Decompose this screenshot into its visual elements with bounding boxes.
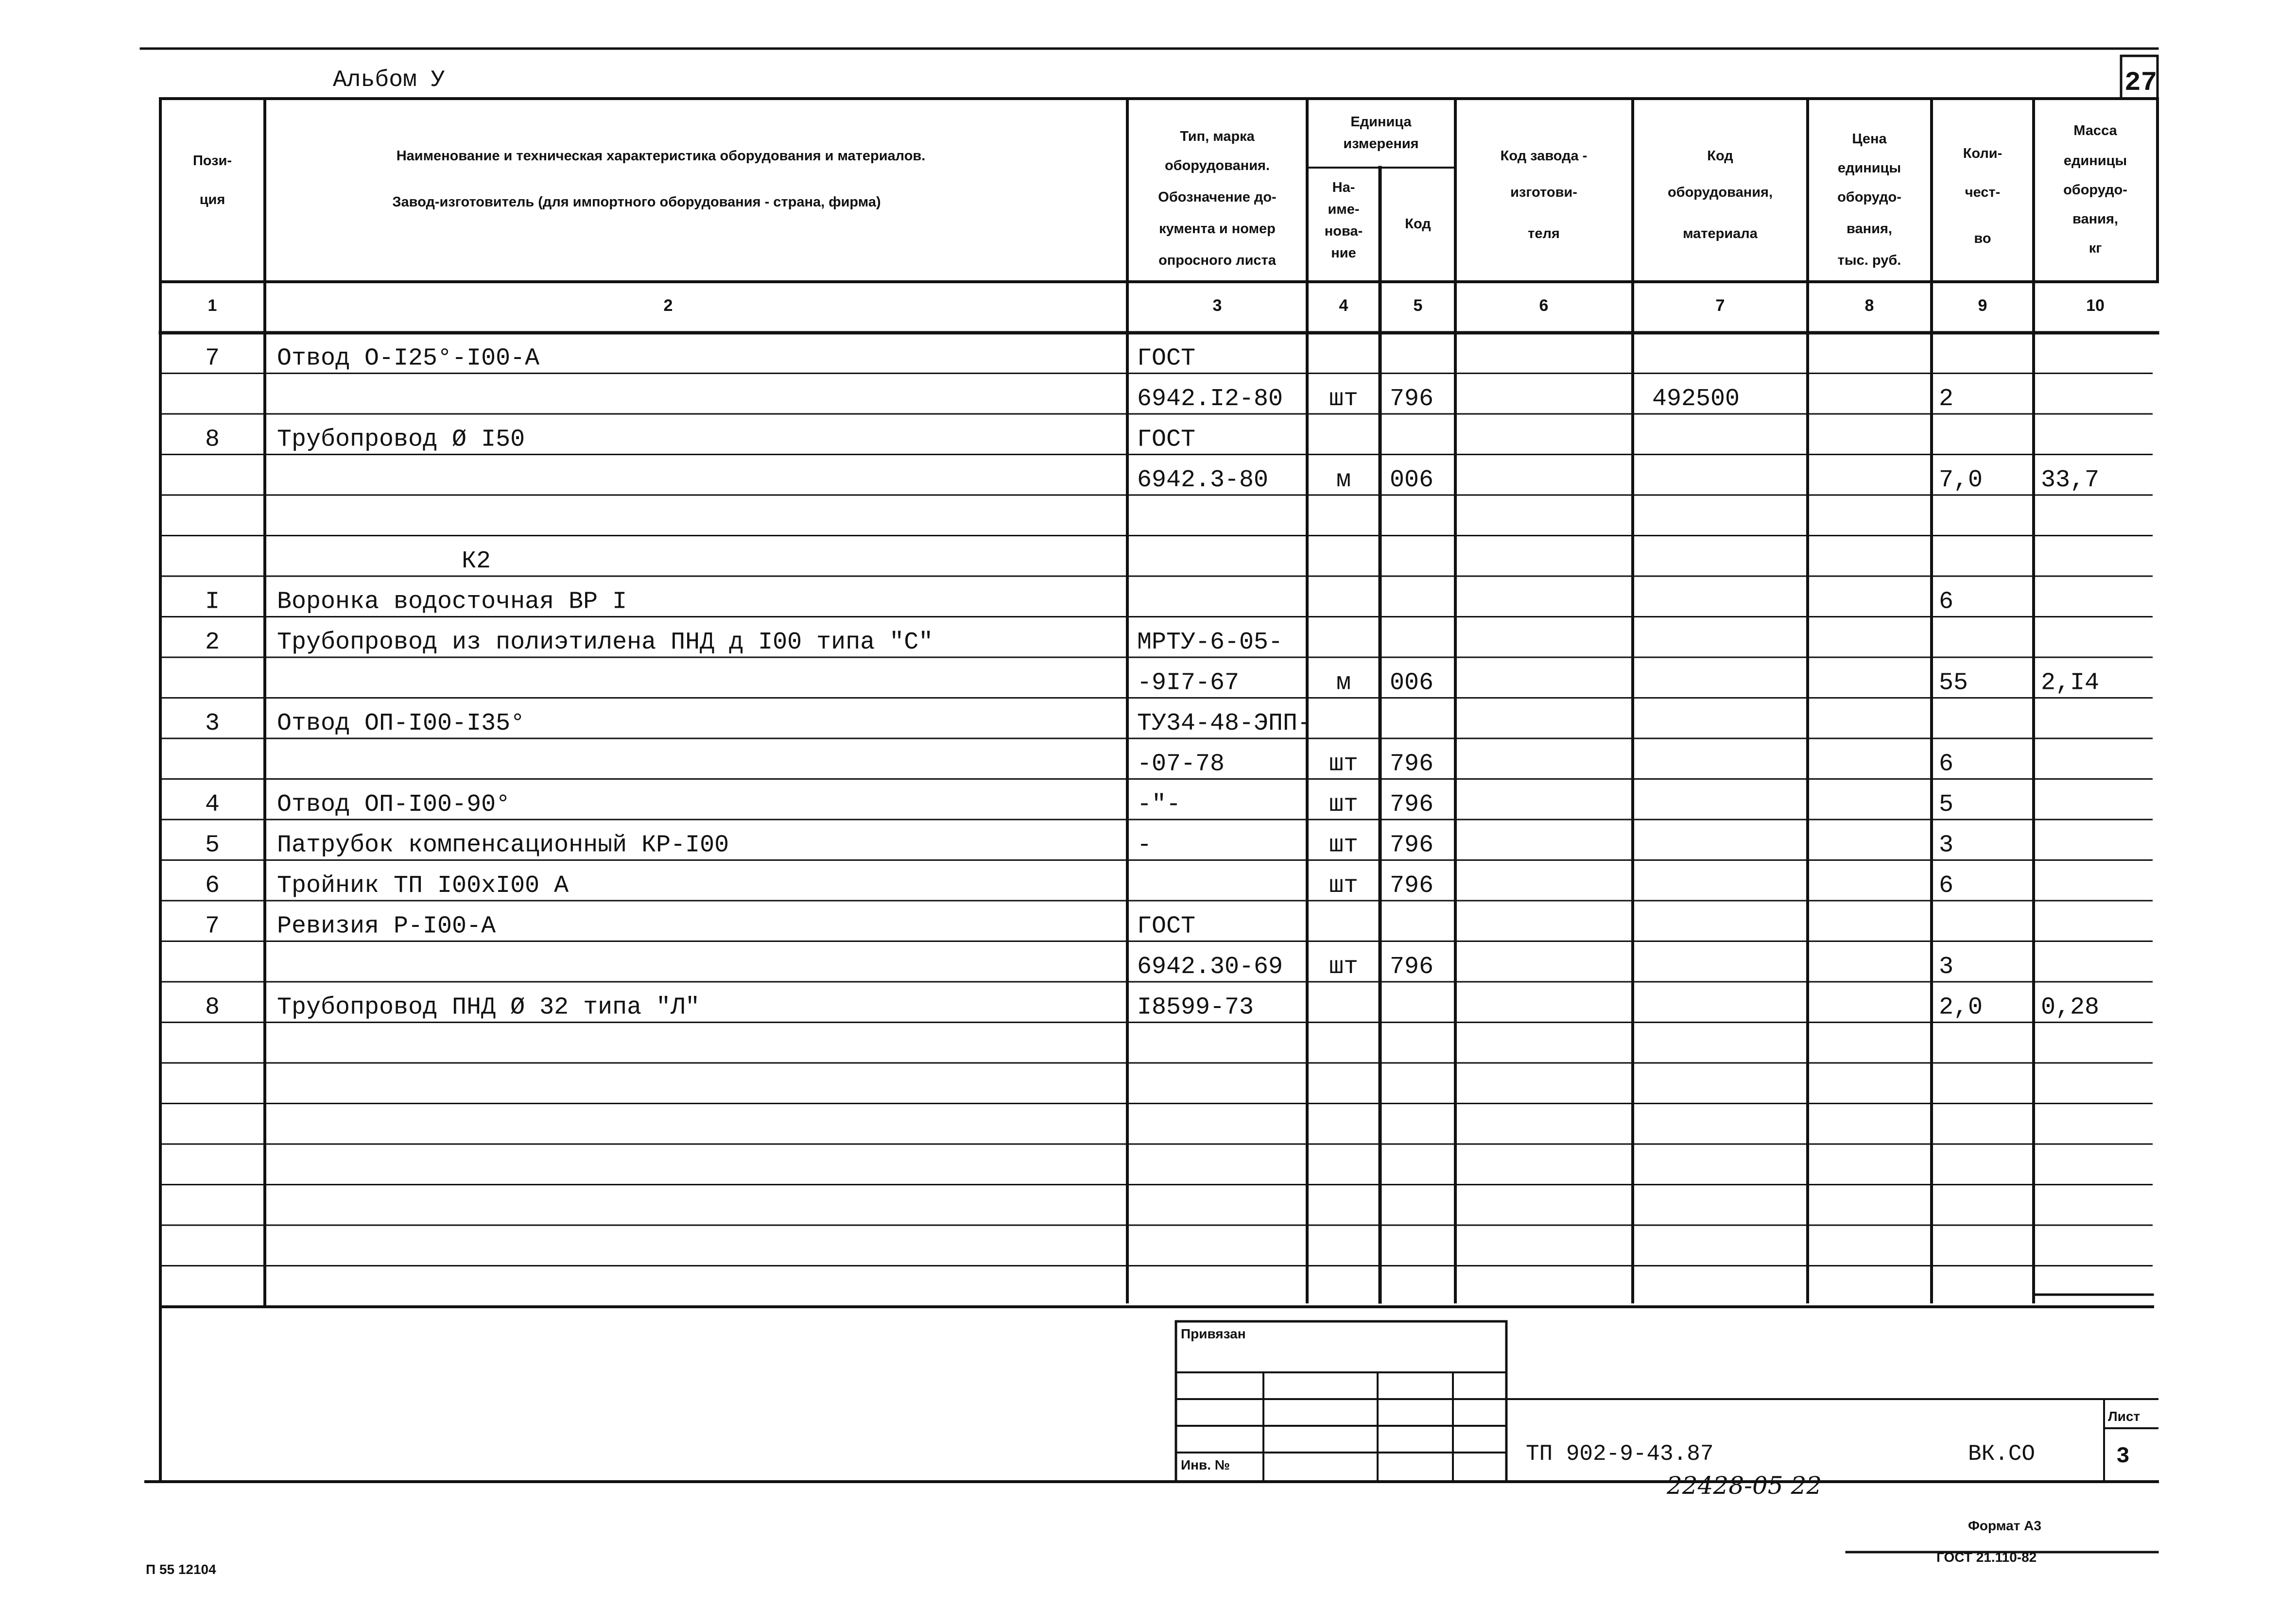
svg-text:тыс. руб.: тыс. руб. bbox=[1837, 253, 1901, 268]
svg-text:ция: ция bbox=[199, 192, 225, 207]
svg-text:4: 4 bbox=[1339, 296, 1348, 315]
table-row bbox=[1137, 669, 2099, 697]
cell-pos: 5 bbox=[205, 831, 220, 859]
svg-text:На-: На- bbox=[1332, 180, 1355, 195]
handwritten-note: 22428-05 22 bbox=[1667, 1471, 1822, 1500]
svg-text:оборудования,: оборудования, bbox=[1667, 185, 1773, 200]
cell-qty: 6 bbox=[1939, 872, 1954, 900]
header-col7 bbox=[1668, 148, 1773, 241]
svg-text:оборудо-: оборудо- bbox=[2063, 182, 2127, 198]
svg-text:теля: теля bbox=[1528, 226, 1560, 241]
tied-label: Привязан bbox=[1181, 1326, 1246, 1341]
cell-name: Трубопровод из полиэтилена ПНД д I00 типа "С" bbox=[277, 629, 933, 656]
table-row bbox=[462, 547, 491, 575]
table-row bbox=[205, 791, 1953, 819]
cell-code: 796 bbox=[1390, 953, 1434, 981]
table-row bbox=[1137, 466, 2099, 494]
table-row bbox=[205, 913, 1195, 940]
svg-text:Коли-: Коли- bbox=[1963, 146, 2003, 161]
svg-text:2: 2 bbox=[663, 296, 673, 315]
cell-qty: 6 bbox=[1939, 750, 1954, 778]
cell-doc: 6942.3-80 bbox=[1137, 466, 1269, 494]
cell-qty: 3 bbox=[1939, 953, 1954, 981]
svg-text:оборудо-: оборудо- bbox=[1837, 189, 1901, 205]
gost-standard: ГОСТ 21.110-82 bbox=[1936, 1550, 2037, 1565]
cell-unit: м bbox=[1336, 669, 1351, 697]
svg-text:Обозначение до-: Обозначение до- bbox=[1158, 189, 1277, 205]
header-col2 bbox=[392, 148, 925, 210]
cell-name: Воронка водосточная ВР I bbox=[277, 588, 627, 616]
print-code: П 55 12104 bbox=[146, 1562, 216, 1577]
cell-code: 006 bbox=[1390, 466, 1434, 494]
cell-qty: 7,0 bbox=[1939, 466, 1983, 494]
svg-text:кумента и номер: кумента и номер bbox=[1159, 221, 1276, 237]
cell-qty: 55 bbox=[1939, 669, 1968, 697]
cell-pos: 8 bbox=[205, 426, 220, 454]
cell-pos: 7 bbox=[205, 912, 220, 940]
svg-text:3: 3 bbox=[1212, 296, 1222, 315]
cell-mass: 2,I4 bbox=[2041, 669, 2100, 697]
svg-text:ние: ние bbox=[1331, 245, 1356, 261]
svg-text:5: 5 bbox=[1413, 296, 1423, 315]
table-row bbox=[1137, 751, 1953, 778]
header-col8 bbox=[1837, 131, 1901, 268]
header-col9 bbox=[1963, 146, 2003, 246]
cell-unit: м bbox=[1336, 466, 1351, 494]
table-row bbox=[205, 588, 1953, 616]
header-col5 bbox=[1405, 216, 1431, 232]
cell-unit: шт bbox=[1329, 872, 1359, 900]
specification-rows bbox=[205, 345, 2099, 1022]
cell-name: Патрубок компенсационный КР-I00 bbox=[277, 831, 729, 859]
svg-text:6: 6 bbox=[1539, 296, 1549, 315]
svg-text:изготови-: изготови- bbox=[1510, 185, 1577, 200]
svg-text:оборудования.: оборудования. bbox=[1164, 158, 1270, 173]
svg-text:вания,: вания, bbox=[2072, 211, 2118, 227]
cell-code: 796 bbox=[1390, 831, 1434, 859]
svg-text:измерения: измерения bbox=[1343, 136, 1419, 152]
cell-name: Отвод ОП-I00-I35° bbox=[277, 710, 525, 737]
cell-name: Отвод О-I25°-I00-А bbox=[277, 344, 540, 373]
cell-pos: 2 bbox=[205, 629, 220, 656]
cell-qty: 6 bbox=[1939, 588, 1954, 616]
svg-text:во: во bbox=[1974, 231, 1991, 246]
svg-text:8: 8 bbox=[1864, 296, 1874, 315]
svg-text:нова-: нова- bbox=[1324, 223, 1363, 239]
table-row bbox=[1137, 385, 1953, 413]
cell-code: 796 bbox=[1390, 750, 1434, 778]
cell-code: 796 bbox=[1390, 791, 1434, 819]
header-col6 bbox=[1501, 148, 1588, 241]
format-label: Формат А3 bbox=[1968, 1518, 2041, 1533]
column-number-row bbox=[208, 296, 2105, 315]
svg-text:Тип, марка: Тип, марка bbox=[1180, 129, 1255, 144]
cell-name: Ревизия Р-I00-А bbox=[277, 912, 496, 940]
header-col3 bbox=[1158, 129, 1276, 268]
header-col4 bbox=[1325, 180, 1363, 261]
svg-text:вания,: вания, bbox=[1847, 221, 1892, 237]
page-number: 27 bbox=[2124, 67, 2158, 98]
document-code: ВК.СО bbox=[1968, 1441, 2036, 1467]
cell-mass: 0,28 bbox=[2041, 993, 2100, 1022]
cell-pos: 7 bbox=[205, 344, 220, 373]
svg-text:1: 1 bbox=[207, 296, 217, 315]
project-code: ТП 902-9-43.87 bbox=[1526, 1441, 1714, 1467]
svg-text:Завод-изготовитель (для импорт: Завод-изготовитель (для импортного оборудования - страна, фирма) bbox=[392, 194, 881, 210]
svg-text:Цена: Цена bbox=[1852, 131, 1887, 147]
header-unit-group bbox=[1343, 114, 1418, 152]
table-row bbox=[1137, 953, 1953, 981]
cell-mass: 33,7 bbox=[2041, 466, 2100, 494]
svg-text:единицы: единицы bbox=[2063, 153, 2127, 169]
table-row bbox=[205, 710, 1312, 737]
cell-unit: шт bbox=[1329, 750, 1359, 778]
cell-name: Отвод ОП-I00-90° bbox=[277, 791, 511, 819]
svg-text:Масса: Масса bbox=[2073, 123, 2117, 138]
table-row bbox=[205, 629, 1283, 656]
svg-text:Код завода -: Код завода - bbox=[1500, 148, 1588, 164]
header-col1 bbox=[193, 153, 232, 207]
header-col10 bbox=[2063, 123, 2127, 256]
cell-unit: шт bbox=[1329, 831, 1359, 859]
cell-pos: 8 bbox=[205, 993, 220, 1022]
cell-doc: ГОСТ bbox=[1137, 912, 1196, 940]
cell-pos: 3 bbox=[205, 710, 220, 737]
cell-qty: 2,0 bbox=[1939, 993, 1983, 1022]
table-row bbox=[205, 832, 1953, 859]
svg-text:кг: кг bbox=[2089, 240, 2102, 256]
svg-text:чест-: чест- bbox=[1965, 185, 2001, 200]
table-row bbox=[205, 345, 1195, 373]
cell-qty: 2 bbox=[1939, 385, 1954, 413]
cell-unit: шт bbox=[1329, 953, 1359, 981]
inventory-label: Инв. № bbox=[1181, 1457, 1230, 1472]
cell-doc: I8599-73 bbox=[1137, 993, 1254, 1022]
svg-text:Наименование и техническая хар: Наименование и техническая характеристика оборудования и материалов. bbox=[396, 148, 926, 164]
cell-doc: ГОСТ bbox=[1137, 344, 1196, 373]
cell-name: К2 bbox=[462, 547, 491, 575]
cell-code: 796 bbox=[1390, 385, 1434, 413]
cell-qty: 5 bbox=[1939, 791, 1954, 819]
cell-doc: -"- bbox=[1137, 791, 1181, 819]
svg-text:9: 9 bbox=[1978, 296, 1987, 315]
cell-name: Тройник ТП I00хI00 А bbox=[277, 872, 569, 900]
cell-pos: I bbox=[205, 588, 220, 616]
table-row bbox=[205, 426, 1195, 454]
cell-mcode: 492500 bbox=[1652, 385, 1740, 413]
cell-doc: 6942.I2-80 bbox=[1137, 385, 1283, 413]
svg-text:7: 7 bbox=[1715, 296, 1725, 315]
svg-text:опросного листа: опросного листа bbox=[1158, 253, 1276, 268]
cell-name: Трубопровод Ø I50 bbox=[277, 426, 525, 454]
svg-text:Единица: Единица bbox=[1350, 114, 1412, 130]
svg-text:Код: Код bbox=[1707, 148, 1733, 164]
svg-text:Пози-: Пози- bbox=[192, 153, 232, 169]
cell-code: 006 bbox=[1390, 669, 1434, 697]
cell-doc: ТУ34-48-ЭПП- bbox=[1137, 710, 1312, 737]
cell-doc: -07-78 bbox=[1137, 750, 1225, 778]
cell-doc: МРТУ-6-05- bbox=[1137, 629, 1283, 656]
cell-pos: 6 bbox=[205, 872, 220, 900]
sheet-number: 3 bbox=[2116, 1444, 2130, 1469]
svg-text:единицы: единицы bbox=[1837, 160, 1901, 176]
cell-unit: шт bbox=[1329, 791, 1359, 819]
cell-doc: - bbox=[1137, 831, 1152, 859]
svg-text:име-: име- bbox=[1328, 202, 1360, 217]
table-row bbox=[205, 872, 1953, 900]
cell-name: Трубопровод ПНД Ø 32 типа "Л" bbox=[277, 993, 700, 1022]
svg-text:10: 10 bbox=[2086, 296, 2105, 315]
svg-text:Код: Код bbox=[1405, 216, 1431, 232]
sheet-label: Лист bbox=[2108, 1409, 2141, 1424]
album-title: Альбом У bbox=[333, 67, 445, 93]
cell-doc: 6942.30-69 bbox=[1137, 953, 1283, 981]
svg-text:материала: материала bbox=[1683, 226, 1758, 241]
cell-unit: шт bbox=[1329, 385, 1359, 413]
cell-pos: 4 bbox=[205, 791, 220, 819]
cell-qty: 3 bbox=[1939, 831, 1954, 859]
cell-doc: -9I7-67 bbox=[1137, 669, 1240, 697]
cell-doc: ГОСТ bbox=[1137, 426, 1196, 454]
table-row bbox=[205, 994, 2099, 1022]
cell-code: 796 bbox=[1390, 872, 1434, 900]
